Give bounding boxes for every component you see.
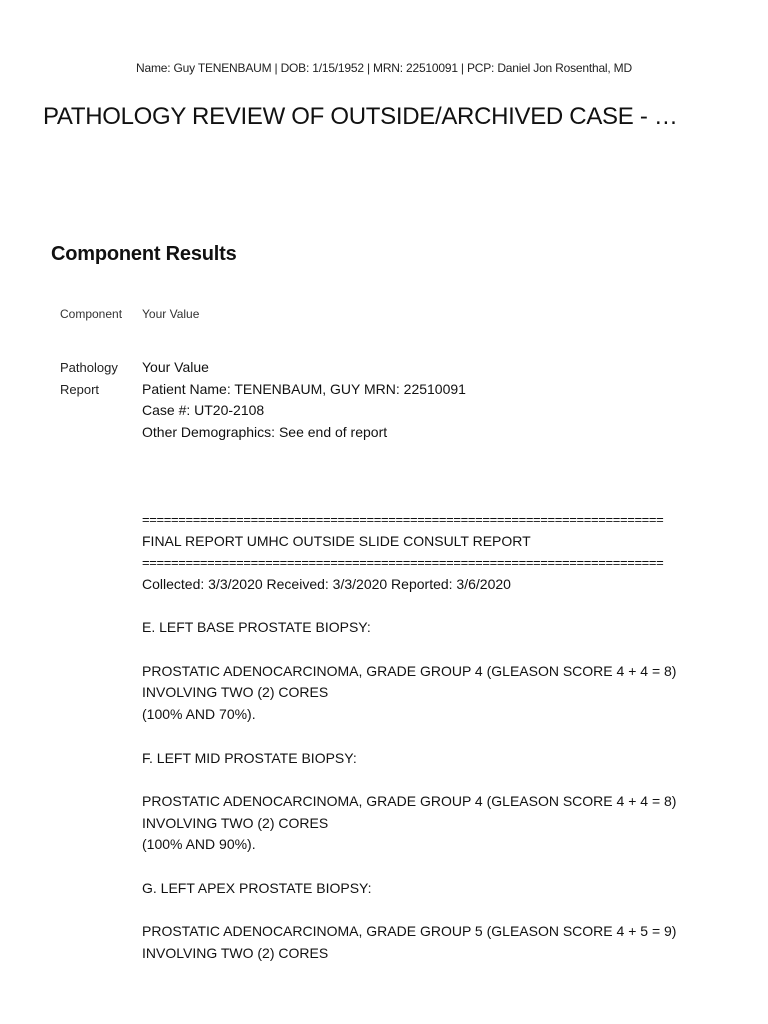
dates-line: Collected: 3/3/2020 Received: 3/3/2020 Reported: 3/6/2020 <box>142 575 511 592</box>
section-e-percent: (100% AND 70%). <box>142 706 256 723</box>
pathology-report-label <box>60 357 130 401</box>
your-value-label: Your Value <box>142 359 209 375</box>
component-results-heading: Component Results <box>51 243 237 265</box>
separator-top: ======================================================================== <box>142 511 664 527</box>
section-e-heading: E. LEFT BASE PROSTATE BIOPSY: <box>142 619 371 636</box>
section-g-diagnosis: PROSTATIC ADENOCARCINOMA, GRADE GROUP 5 (GLEASON SCORE 4 + 5 = 9) INVOLVING TWO (2) CORES <box>142 923 677 961</box>
section-f-diagnosis: PROSTATIC ADENOCARCINOMA, GRADE GROUP 4 (GLEASON SCORE 4 + 4 = 8) INVOLVING TWO (2) CORES <box>142 792 677 831</box>
final-report-heading: FINAL REPORT UMHC OUTSIDE SLIDE CONSULT REPORT <box>142 532 531 549</box>
section-g-heading: G. LEFT APEX PROSTATE BIOPSY: <box>142 879 372 896</box>
page-title: PATHOLOGY REVIEW OF OUTSIDE/ARCHIVED CASE - … <box>43 103 678 130</box>
value-column-header: Your Value <box>142 307 200 321</box>
component-column-header: Component <box>60 307 123 321</box>
separator-bottom: ======================================================================== <box>142 555 664 571</box>
row-label-line-1: Pathology <box>60 360 118 375</box>
section-f-percent: (100% AND 90%). <box>142 836 256 853</box>
section-e-diagnosis: PROSTATIC ADENOCARCINOMA, GRADE GROUP 4 (GLEASON SCORE 4 + 4 = 8) INVOLVING TWO (2) CORES <box>142 662 677 701</box>
patient-header: Name: Guy TENENBAUM | DOB: 1/15/1952 | MRN: 22510091 | PCP: Daniel Jon Rosenthal, MD <box>136 61 632 75</box>
case-number-line: Case #: UT20-2108 <box>142 402 265 419</box>
pathology-report-text <box>142 357 722 965</box>
other-demographics-line: Other Demographics: See end of report <box>142 424 388 441</box>
row-label-line-2: Report <box>60 382 100 397</box>
section-f-heading: F. LEFT MID PROSTATE BIOPSY: <box>142 749 357 766</box>
patient-name-line: Patient Name: TENENBAUM, GUY MRN: 22510091 <box>142 380 466 397</box>
